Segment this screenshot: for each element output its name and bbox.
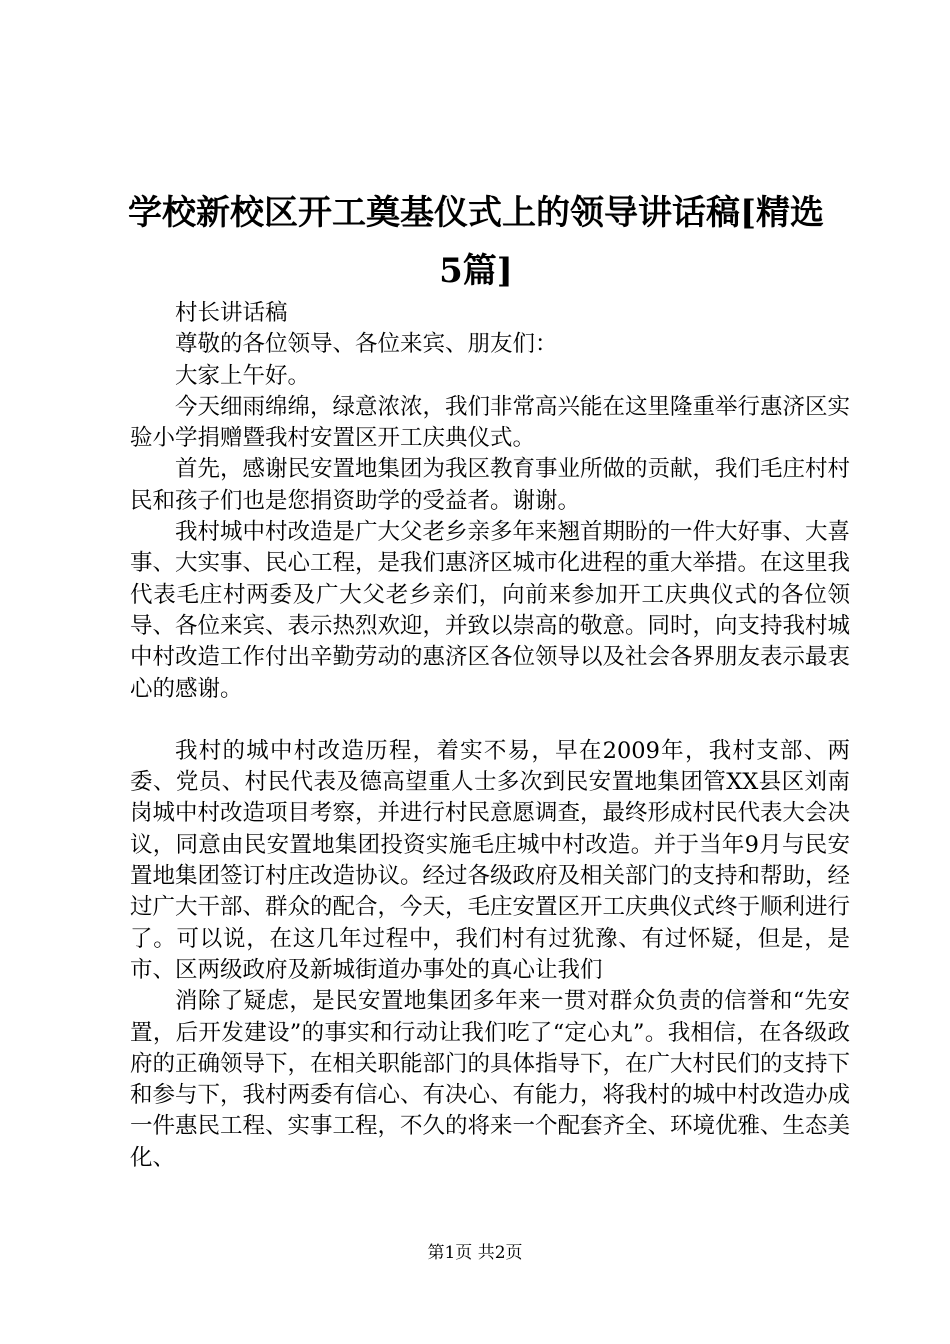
page-footer: 第1页 共2页 <box>427 1243 523 1263</box>
paragraph-thanks: 首先，感谢民安置地集团为我区教育事业所做的贡献，我们毛庄村村民和孩子们也是您捐资助学的受益者。谢谢。 <box>130 456 851 514</box>
paragraph-heading: 村长讲话稿 <box>175 300 288 326</box>
paragraph-renovation: 我村城中村改造是广大父老乡亲多年来翘首期盼的一件大好事、大喜事、大实事、民心工程，是我们惠济区城市化进程的重大举措。在这里我代表毛庄村两委及广大父老乡亲们，向前来参加开工庆典仪式的各位领导、各位来宾、表示热烈欢迎，并致以崇高的敬意。同时，向支持我村城中村改造工作付出辛勤劳动的惠济区各位领导以及社会各界朋友表示最衷心的感谢。 <box>130 519 851 702</box>
document-title: 学校新校区开工奠基仪式上的领导讲话稿[精选5篇] <box>127 193 825 291</box>
paragraph-opening: 今天细雨绵绵，绿意浓浓，我们非常高兴能在这里隆重举行惠济区实验小学捐赠暨我村安置区开工庆典仪式。 <box>130 393 851 452</box>
paragraph-salutation: 尊敬的各位领导、各位来宾、朋友们： <box>175 331 558 358</box>
paragraph-greeting: 大家上午好。 <box>175 362 311 389</box>
document-body <box>130 298 850 1174</box>
paragraph-confidence: 消除了疑虑，是民安置地集团多年来一贯对群众负责的信誉和“先安置，后开发建设”的事实和行动让我们吃了“定心丸”。我相信，在各级政府的正确领导下，在相关职能部门的具体指导下，在广大村民们的支持下和参与下，我村两委有信心、有决心、有能力，将我村的城中村改造办成一件惠民工程、实事工程，不久的将来一个配套齐全、环境优雅、生态美化、 <box>130 988 851 1171</box>
paragraph-history: 我村的城中村改造历程，着实不易，早在2009年，我村支部、两委、党员、村民代表及德高望重人士多次到民安置地集团管XX县区刘南岗城中村改造项目考察，并进行村民意愿调查，最终形成村民代表大会决议，同意由民安置地集团投资实施毛庄城中村改造。并于当年9月与民安置地集团签订村庄改造协议。经过各级政府及相关部门的支持和帮助，经过广大干部、群众的配合，今天，毛庄安置区开工庆典仪式终于顺利进行了。可以说，在这几年过程中，我们村有过犹豫、有过怀疑，但是，是市、区两级政府及新城街道办事处的真心让我们 <box>130 737 851 983</box>
